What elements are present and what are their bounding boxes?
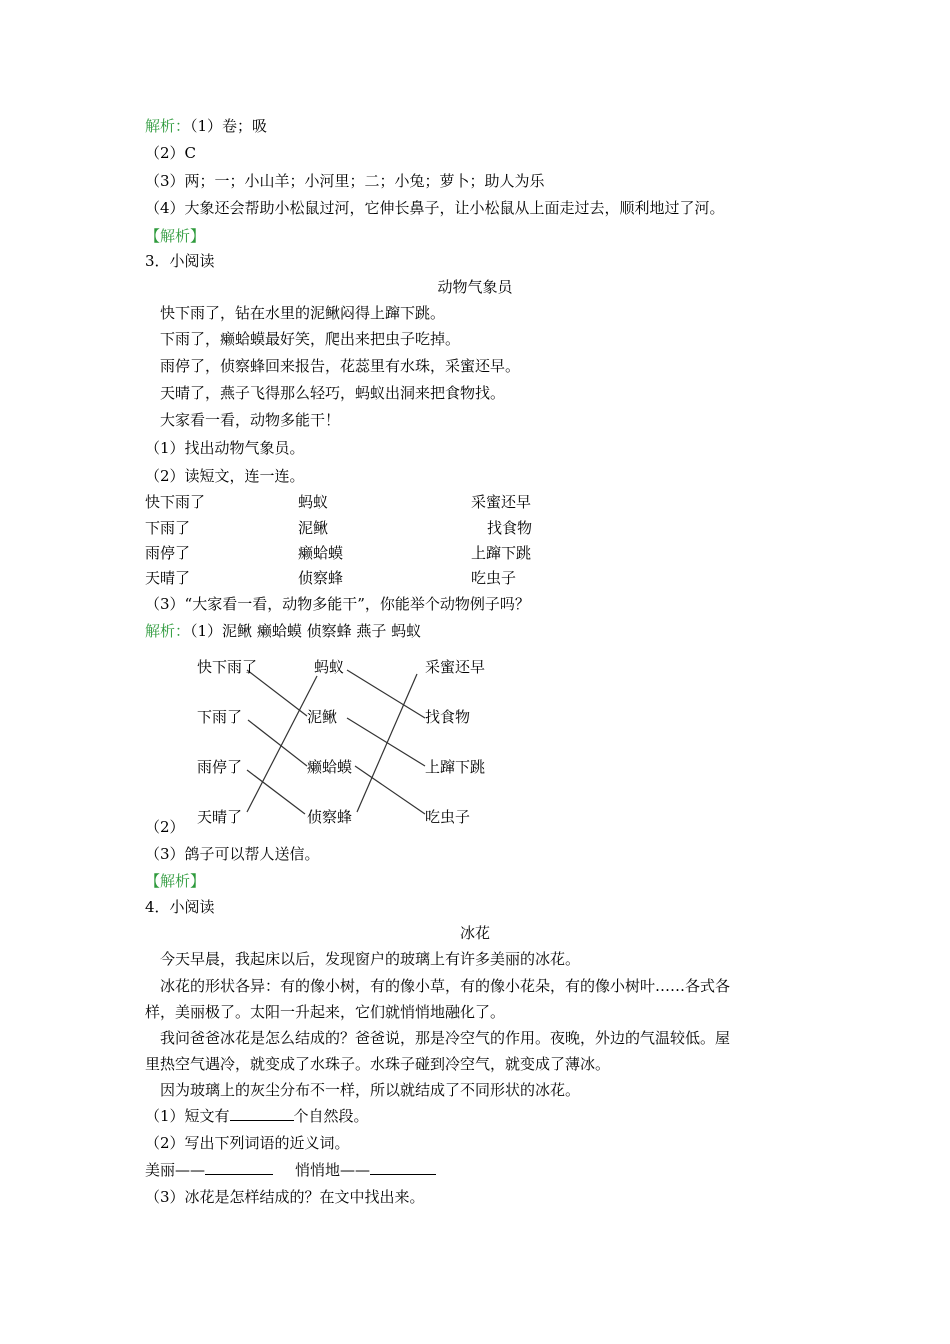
sub-question: （2）写出下列词语的近义词。	[145, 1134, 350, 1152]
analysis-tag: 【解析】	[145, 872, 206, 890]
passage-paragraph: 快下雨了，钻在水里的泥鳅闷得上蹿下跳。	[160, 304, 446, 322]
diagram-right-label: 吃虫子	[425, 808, 471, 826]
answer-blank[interactable]	[370, 1160, 436, 1175]
connector-line	[347, 718, 425, 766]
passage-title: 动物气象员	[437, 278, 513, 296]
diagram-left-label: 下雨了	[197, 708, 243, 726]
match-left-item: 下雨了	[145, 519, 191, 537]
passage-paragraph: 下雨了，癞蛤蟆最好笑，爬出来把虫子吃掉。	[160, 330, 461, 348]
answer-line: （3）两；一；小山羊；小河里；二；小兔；萝卜；助人为乐	[145, 172, 545, 190]
question-heading: 3．小阅读	[145, 252, 215, 270]
connector-lines	[247, 670, 425, 814]
sub-question: （2）读短文，连一连。	[145, 467, 305, 485]
diagram-middle-label: 侦察蜂	[307, 808, 353, 826]
answer-text: （1）泥鳅 癞蛤蟆 侦察蜂 燕子 蚂蚁	[190, 622, 422, 640]
answer-line: （4）大象还会帮助小松鼠过河，它伸长鼻子，让小松鼠从上面走过去，顺利地过了河。	[145, 199, 725, 217]
matching-answer-diagram	[185, 648, 505, 830]
passage-line: 我问爸爸冰花是怎么结成的？爸爸说，那是冷空气的作用。夜晚，外边的气温较低。屋	[160, 1029, 731, 1047]
answer-line: （2）	[145, 818, 185, 836]
match-right-item: 上蹿下跳	[471, 544, 532, 562]
question-heading: 4．小阅读	[145, 898, 215, 916]
passage-line: 样，美丽极了。太阳一升起来，它们就悄悄地融化了。	[145, 1003, 506, 1021]
connector-line	[355, 766, 425, 814]
diagram-middle-label: 癞蛤蟆	[307, 758, 353, 776]
diagram-right-label: 上蹿下跳	[425, 758, 486, 776]
passage-title: 冰花	[459, 924, 490, 942]
passage-line: 因为玻璃上的灰尘分布不一样，所以就结成了不同形状的冰花。	[160, 1081, 581, 1099]
sub-question	[145, 1106, 369, 1126]
diagram-right-label: 找食物	[425, 708, 471, 726]
match-middle-item: 蚂蚁	[298, 493, 329, 511]
diagram-left-label: 快下雨了	[197, 658, 258, 676]
analysis-line	[145, 116, 267, 136]
match-right-item: 采蜜还早	[471, 493, 532, 511]
synonym-word: 美丽——	[145, 1161, 206, 1179]
analysis-label: 解析：	[145, 117, 191, 135]
diagram-left-label: 雨停了	[197, 758, 243, 776]
match-left-item: 快下雨了	[145, 493, 206, 511]
sub-question-text: 个自然段。	[293, 1107, 369, 1125]
passage-paragraph: 天晴了，燕子飞得那么轻巧，蚂蚁出洞来把食物找。	[160, 384, 506, 402]
analysis-tag: 【解析】	[145, 227, 206, 245]
analysis-label: 解析：	[145, 622, 191, 640]
passage-paragraph: 雨停了，侦察蜂回来报告，花蕊里有水珠，采蜜还早。	[160, 357, 521, 375]
analysis-line	[145, 621, 421, 641]
answer-line: （3）鸽子可以帮人送信。	[145, 845, 320, 863]
match-right-item: 找食物	[487, 519, 533, 537]
synonym-word: 悄悄地——	[295, 1161, 371, 1179]
diagram-middle-label: 蚂蚁	[314, 658, 345, 676]
match-middle-item: 泥鳅	[298, 519, 329, 537]
diagram-middle-label: 泥鳅	[307, 708, 338, 726]
connector-line	[347, 670, 425, 718]
answer-line: （2）C	[145, 144, 197, 162]
answer-blank[interactable]	[205, 1160, 273, 1175]
answer-blank[interactable]	[230, 1106, 294, 1121]
diagram-left-label: 天晴了	[197, 808, 243, 826]
synonym-line	[145, 1160, 436, 1180]
match-left-item: 雨停了	[145, 544, 191, 562]
match-left-item: 天晴了	[145, 569, 191, 587]
connector-line	[248, 720, 307, 766]
match-middle-item: 侦察蜂	[298, 569, 344, 587]
connector-line	[247, 770, 305, 814]
sub-question: （3）冰花是怎样结成的？在文中找出来。	[145, 1188, 425, 1206]
match-middle-item: 癞蛤蟆	[298, 544, 344, 562]
diagram-right-label: 采蜜还早	[425, 658, 486, 676]
passage-line: 冰花的形状各异：有的像小树，有的像小草，有的像小花朵，有的像小树叶……各式各	[160, 977, 731, 995]
sub-question-text: （1）短文有	[145, 1107, 230, 1125]
passage-line: 今天早晨，我起床以后，发现窗户的玻璃上有许多美丽的冰花。	[160, 950, 581, 968]
match-right-item: 吃虫子	[471, 569, 517, 587]
answer-text: （1）卷；吸	[190, 117, 268, 135]
sub-question: （1）找出动物气象员。	[145, 439, 305, 457]
passage-paragraph: 大家看一看，动物多能干！	[160, 411, 341, 429]
passage-line: 里热空气遇冷，就变成了水珠子。水珠子碰到冷空气，就变成了薄冰。	[145, 1055, 611, 1073]
connector-line	[247, 670, 307, 716]
sub-question: （3）“大家看一看，动物多能干”，你能举个动物例子吗？	[145, 595, 530, 613]
